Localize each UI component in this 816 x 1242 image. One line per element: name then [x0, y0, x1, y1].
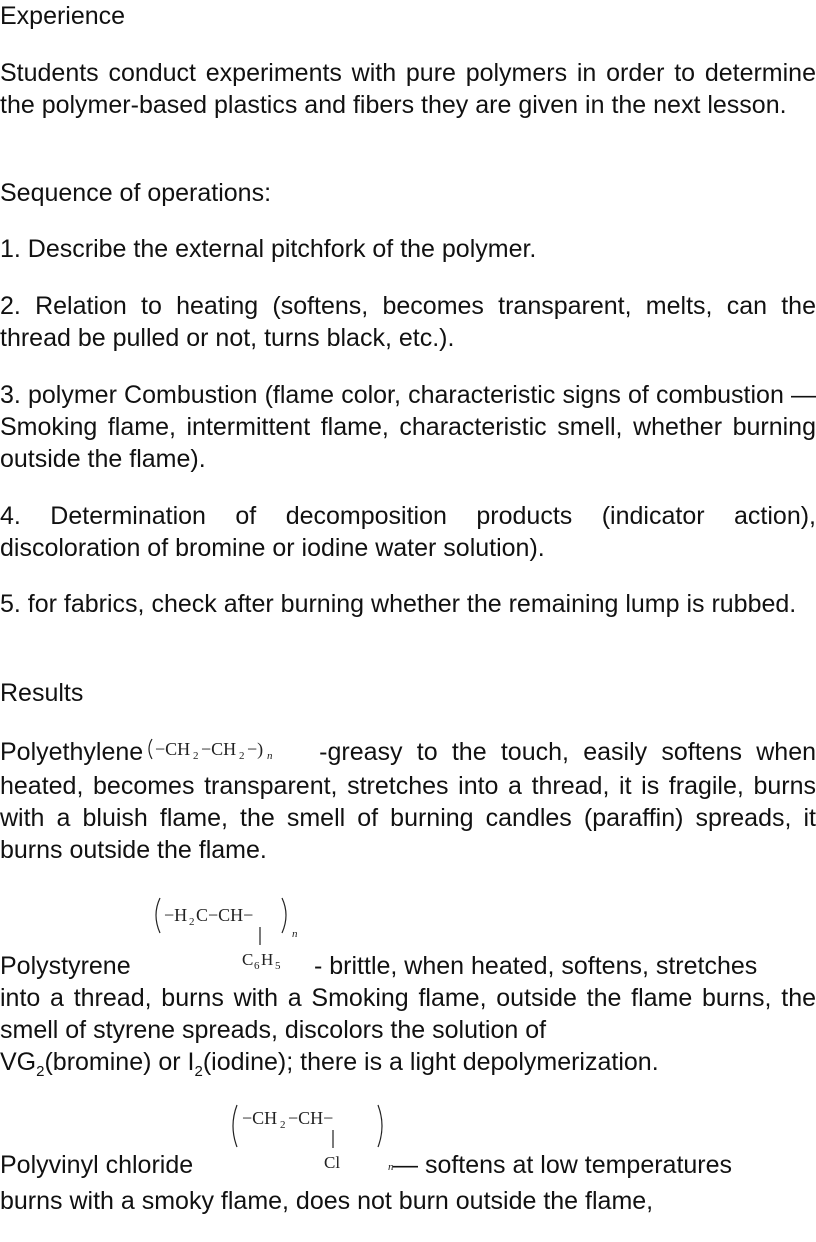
- polyethylene-name: Polyethylene: [0, 738, 144, 766]
- pvc-name: Polyvinyl chloride: [0, 1151, 194, 1179]
- polystyrene-description-line1: - brittle, when heated, softens, stretches: [314, 952, 758, 980]
- svg-text:−CH: −CH: [242, 1108, 278, 1128]
- svg-text:−H: −H: [164, 905, 188, 925]
- polyethylene-description: -greasy to the touch, easily softens when heated, becomes transparent, stretches into a thread, it is fragile, burns with a bluish flame, the smell of burning candles (paraffin) spreads, it burns outside the flame.: [0, 738, 816, 865]
- svg-text:−CH: −CH: [201, 739, 237, 760]
- polystyrene-name: Polystyrene: [0, 952, 131, 980]
- svg-text:Cl: Cl: [324, 1153, 341, 1172]
- intro-paragraph: Students conduct experiments with pure polymers in order to determine the polymer-based plastics and fibers they are given in the next lesson.: [0, 59, 816, 119]
- svg-text:2: 2: [193, 750, 199, 763]
- polyethylene-paragraph: [0, 736, 816, 866]
- svg-text:C: C: [242, 950, 254, 969]
- polystyrene-paragraph: [0, 950, 816, 1088]
- step-2: 2. Relation to heating (softens, becomes transparent, melts, can the thread be pulled or not, turns black, etc.).: [0, 292, 816, 352]
- svg-text:5: 5: [275, 960, 281, 972]
- pvc-paragraph: [0, 1149, 816, 1217]
- svg-text:−CH: −CH: [155, 739, 191, 760]
- polystyrene-description-end: $VG_2(bromine)$ or $I_2(iodine)$; there is a light depolymerization.: [0, 1048, 659, 1080]
- results-heading: Results: [0, 679, 84, 707]
- svg-text:−CH−: −CH−: [288, 1108, 334, 1128]
- svg-text:n: n: [292, 928, 298, 940]
- svg-text:6: 6: [254, 960, 260, 972]
- step-5: 5. for fabrics, check after burning whether the remaining lump is rubbed.: [0, 590, 797, 618]
- polystyrene-description-rest: into a thread, burns with a Smoking flame, outside the flame burns, the smell of styrene spreads, discolors the solution of: [0, 984, 816, 1044]
- step-4: 4. Determination of decomposition products (indicator action), discoloration of bromine or iodine water solution).: [0, 502, 816, 562]
- svg-text:2: 2: [189, 916, 195, 928]
- experience-heading: Experience: [0, 2, 126, 30]
- svg-text:H: H: [261, 950, 274, 969]
- step-3: 3. polymer Combustion (flame color, characteristic signs of combustion — Smoking flame, intermittent flame, characteristic smell, whether burning outside the flame).: [0, 381, 816, 473]
- svg-text:n: n: [267, 750, 273, 763]
- svg-text:2: 2: [239, 750, 245, 763]
- polyethylene-formula: [143, 736, 319, 770]
- pvc-description-line1: — softens at low temperatures: [393, 1151, 733, 1179]
- svg-text:2: 2: [280, 1119, 286, 1131]
- sequence-heading: Sequence of operations:: [0, 179, 272, 207]
- svg-text:C−CH−: C−CH−: [196, 905, 254, 925]
- pvc-description-line2: burns with a smoky flame, does not burn outside the flame,: [0, 1187, 654, 1215]
- svg-text:−): −): [247, 739, 264, 760]
- svg-text:n: n: [388, 1161, 394, 1173]
- step-1: 1. Describe the external pitchfork of the polymer.: [0, 235, 537, 263]
- pvc-first-line: [0, 1149, 816, 1181]
- polystyrene-first-line: [0, 950, 816, 982]
